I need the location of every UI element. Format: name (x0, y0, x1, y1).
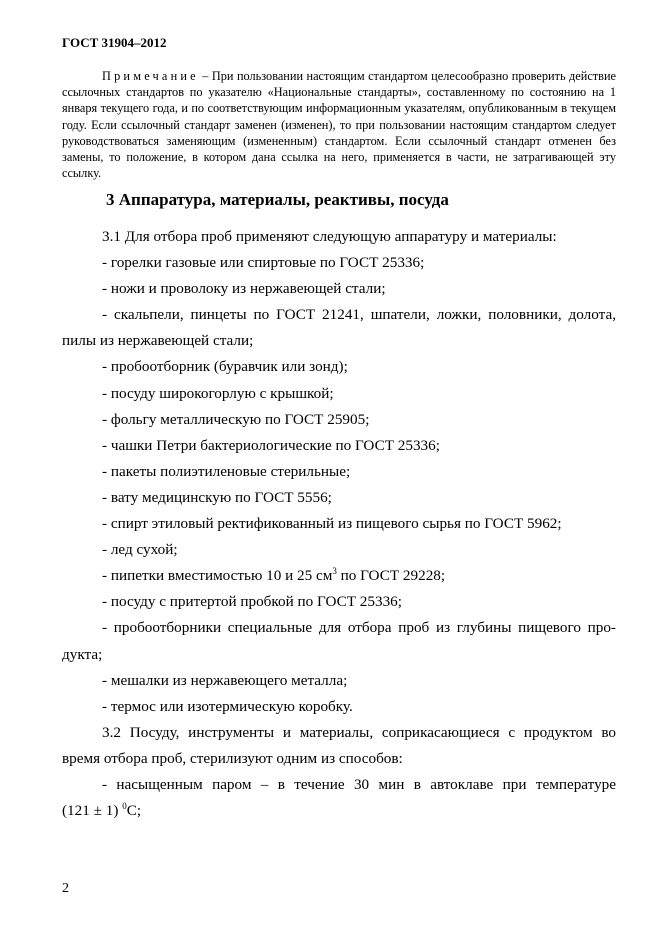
list-item-continuation: пилы из нержавеющей стали; (62, 332, 254, 350)
pipette-standard: по ГОСТ 29228; (336, 567, 446, 585)
list-item-pipettes (62, 563, 616, 589)
list-item: - термос или изотермическую коробку. (102, 697, 353, 715)
pipette-text: - пипетки вместимостью 10 и 25 см (102, 567, 333, 585)
list-item-continuation: дукта; (62, 645, 103, 663)
paragraph-3-2-line-2: время отбора проб, стерилизуют одним из способов: (62, 749, 403, 767)
page-number: 2 (62, 881, 69, 896)
list-item: - посуду с притертой пробкой по ГОСТ 25336; (102, 593, 402, 611)
paragraph-3-2-line-1: 3.2 Посуду, инструменты и материалы, соприкасающиеся с продуктом во (102, 723, 616, 741)
list-item: - фольгу металлическую по ГОСТ 25905; (102, 410, 370, 428)
document-code-header: ГОСТ 31904–2012 (62, 35, 167, 50)
list-item: - скальпели, пинцеты по ГОСТ 21241, шпатели, ложки, половники, долота, (102, 306, 616, 324)
list-item: - пакеты полиэтиленовые стерильные; (102, 462, 351, 480)
steam-sterilization-line-1: - насыщенным паром – в течение 30 мин в автоклаве при температуре (102, 775, 616, 793)
steam-sterilization-line-2 (62, 798, 616, 824)
temperature-unit: С; (126, 802, 142, 820)
list-item: - вату медицинскую по ГОСТ 5556; (102, 488, 332, 506)
list-item: - мешалки из нержавеющего металла; (102, 671, 348, 689)
list-item: - горелки газовые или спиртовые по ГОСТ 25336; (102, 254, 425, 272)
superscript-3: 3 (332, 566, 337, 577)
list-item: - лед сухой; (102, 541, 178, 559)
temperature-value: (121 ± 1) (62, 802, 123, 820)
list-item: - чашки Петри бактериологические по ГОСТ 25336; (102, 436, 440, 454)
note-label: Примечание (102, 69, 199, 83)
list-item: - спирт этиловый ректификованный из пищевого сырья по ГОСТ 5962; (102, 515, 562, 533)
section-title: 3 Аппаратура, материалы, реактивы, посуда (106, 190, 449, 209)
list-item: - посуду широкогорлую с крышкой; (102, 384, 334, 402)
note-text: – При пользовании настоящим стандартом целесообразно проверить действие ссылочных стандартов по указателю «Национальные стандарты», составленному по состоянию на 1 января текущего года, и по соответствующим информационным указателям, опубликованным в текущем году. Если ссылочный стандарт заменен (изменен), то при пользовании настоящим стандартом следует руководствоваться заменяющим (измененным) стандартом. Если ссылочный стандарт отменен без замены, то положение, в котором дана ссылка на него, применяется в части, не затрагивающей эту ссылку. (62, 69, 616, 181)
list-item: - ножи и проволоку из нержавеющей стали; (102, 280, 386, 298)
degree-superscript: 0 (122, 801, 127, 811)
paragraph-3-1: 3.1 Для отбора проб применяют следующую аппаратуру и материалы: (102, 228, 557, 245)
note-paragraph (62, 68, 616, 181)
list-item: - пробоотборник (буравчик или зонд); (102, 358, 348, 376)
list-item: - пробоотборники специальные для отбора проб из глубины пищевого про- (102, 619, 616, 637)
section-body (62, 224, 616, 824)
